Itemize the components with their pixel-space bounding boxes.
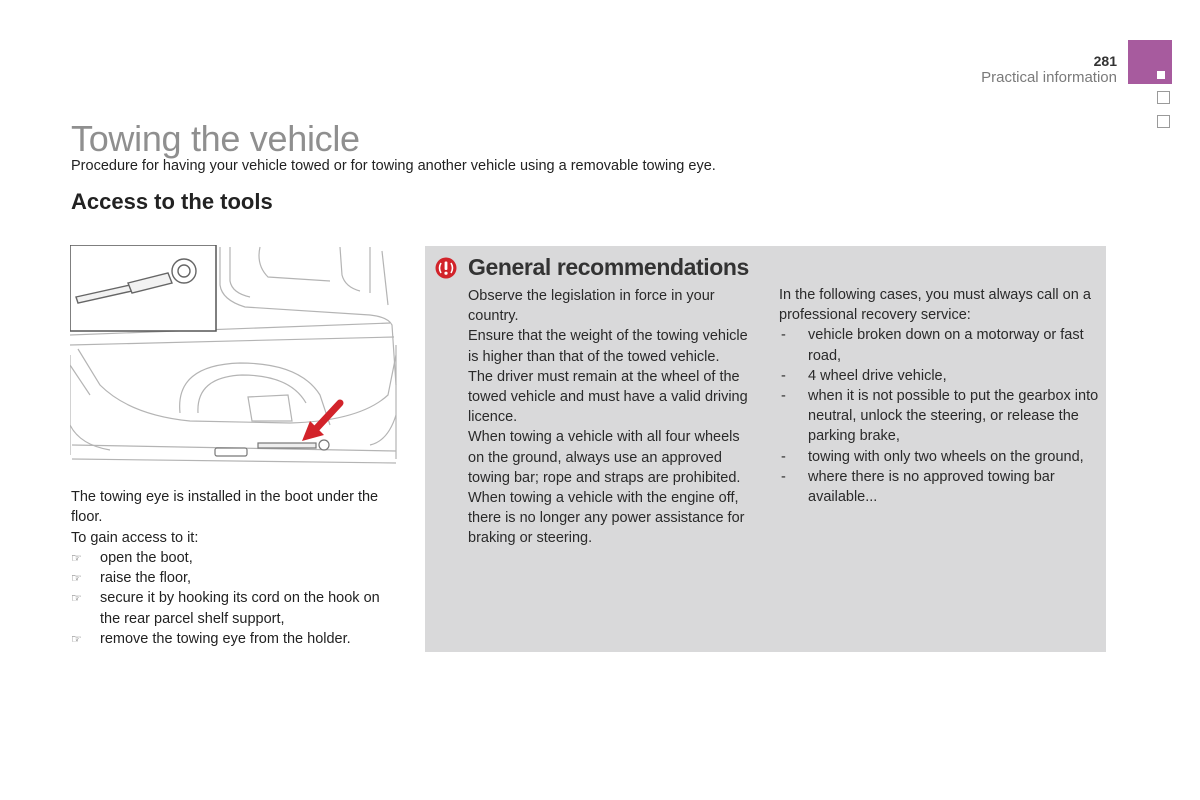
access-gain-text: To gain access to it:: [71, 529, 199, 546]
list-item: [779, 386, 1099, 447]
list-item: [779, 447, 1099, 467]
list-item: [71, 568, 401, 588]
recommendation-paragraph: When towing a vehicle with the engine off, there is no longer any power assistance for braking or steering.: [468, 490, 745, 547]
list-item: [71, 548, 401, 568]
boot-illustration: [70, 245, 398, 473]
step-text: remove the towing eye from the holder.: [100, 631, 351, 648]
recommendation-paragraph: Ensure that the weight of the towing vehicle is higher than that of the towed vehicle.: [468, 328, 748, 365]
dash-bullet: -: [781, 327, 786, 344]
recommendations-left-column: [468, 286, 748, 549]
access-heading: Access to the tools: [71, 189, 273, 214]
recommendations-right-column: [779, 285, 1099, 507]
dash-bullet: -: [781, 448, 786, 465]
pointing-hand-icon: ☞: [71, 632, 82, 647]
access-intro: The towing eye is installed in the boot under the floor.: [71, 489, 379, 526]
page-title: Towing the vehicle: [71, 118, 360, 159]
list-item: [779, 366, 1099, 386]
pointing-hand-icon: ☞: [71, 550, 82, 565]
list-item: [71, 629, 401, 649]
step-text: secure it by hooking its cord on the hook on the rear parcel shelf support,: [100, 590, 380, 627]
list-item: [779, 467, 1099, 507]
page-subtitle: Procedure for having your vehicle towed or for towing another vehicle using a removable towing eye.: [71, 158, 716, 174]
chapter-tab-active: [1128, 40, 1172, 84]
list-item: [71, 588, 401, 629]
case-text: when it is not possible to put the gearbox into neutral, unlock the steering, or release the parking brake,: [808, 388, 1099, 445]
recovery-cases: [779, 325, 1099, 507]
case-text: 4 wheel drive vehicle,: [808, 367, 947, 384]
recommendation-paragraph: The driver must remain at the wheel of the towed vehicle and must have a valid driving licence.: [468, 368, 748, 426]
chapter-tab-marker: [1157, 71, 1165, 79]
recommendations-panel: [425, 246, 1106, 652]
chapter-tab-box: [1157, 91, 1170, 104]
section-name: Practical information: [981, 69, 1117, 86]
case-text: where there is no approved towing bar available...: [808, 468, 1055, 506]
recommendation-paragraph: Observe the legislation in force in your country.: [468, 288, 715, 325]
case-text: towing with only two wheels on the ground,: [808, 448, 1084, 465]
pointing-hand-icon: ☞: [71, 591, 82, 606]
access-instructions: [71, 487, 401, 649]
list-item: [779, 325, 1099, 365]
chapter-tab-box: [1157, 115, 1170, 128]
warning-icon: [435, 257, 457, 279]
dash-bullet: -: [781, 367, 786, 384]
recommendations-heading: General recommendations: [468, 254, 749, 280]
step-text: open the boot,: [100, 549, 193, 566]
recommendation-paragraph: When towing a vehicle with all four wheels on the ground, always use an approved towing bar; rope and straps are prohibited.: [468, 429, 741, 486]
access-steps: [71, 548, 401, 649]
dash-bullet: -: [781, 468, 786, 485]
recovery-intro: In the following cases, you must always call on a professional recovery service:: [779, 287, 1091, 324]
step-text: raise the floor,: [100, 570, 192, 587]
pointing-hand-icon: ☞: [71, 571, 82, 586]
page-number: 281: [1093, 53, 1117, 69]
case-text: vehicle broken down on a motorway or fast road,: [808, 327, 1084, 364]
dash-bullet: -: [781, 388, 786, 405]
